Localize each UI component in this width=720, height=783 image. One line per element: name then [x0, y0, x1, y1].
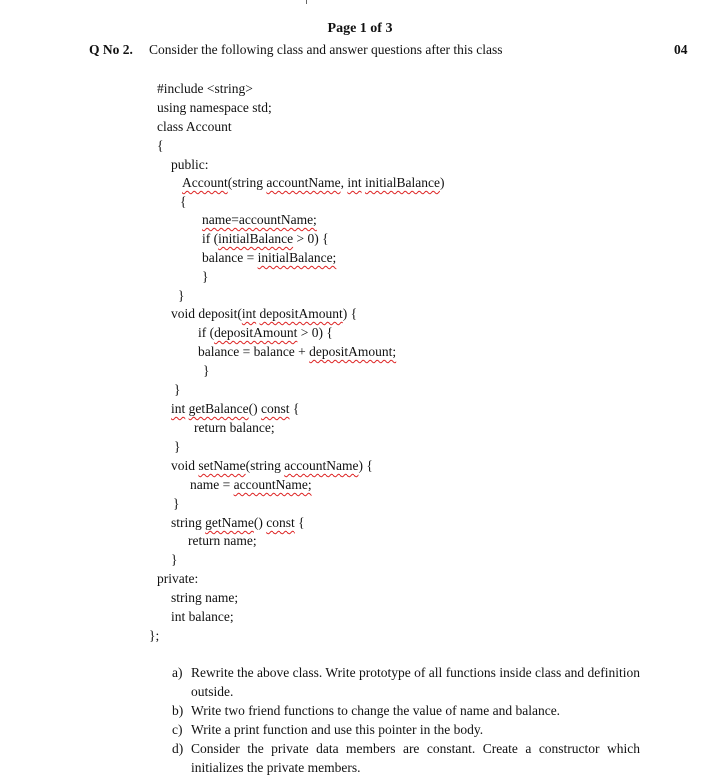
code-line: [149, 627, 159, 645]
code-line: [157, 137, 163, 155]
sub-question-text: Write two friend functions to change the value of name and balance.: [191, 703, 561, 718]
code-token-flagged: name=accountName;: [202, 212, 317, 227]
code-line: [202, 268, 208, 286]
code-line: [190, 476, 312, 494]
code-token-flagged: accountName: [284, 458, 359, 473]
code-token: balance = balance +: [198, 344, 310, 359]
code-token: void: [171, 458, 199, 473]
code-line: [180, 193, 186, 211]
code-token: (string: [227, 175, 267, 190]
code-line: [157, 99, 272, 117]
code-token: int balance;: [171, 609, 234, 624]
code-token-flagged: Account: [182, 175, 228, 190]
sub-question: [172, 720, 640, 739]
question-label: Q No 2.: [89, 42, 133, 57]
page-number: Page 1 of 3: [327, 21, 393, 36]
code-token: void deposit(: [171, 306, 242, 321]
code-line: [173, 495, 179, 513]
code-token: return balance;: [194, 420, 275, 435]
code-token: balance =: [202, 250, 258, 265]
code-token: }: [173, 496, 180, 511]
code-line: [174, 438, 180, 456]
sub-question-tag: b): [172, 703, 184, 718]
code-line: [157, 118, 232, 136]
sub-question-text: Consider the private data members are constant. Create a constructor which initializes the private members.: [191, 741, 640, 775]
code-token-flagged: getName: [205, 515, 254, 530]
code-line: [198, 324, 333, 342]
code-token: }: [171, 552, 178, 567]
code-token-flagged: depositAmount: [259, 306, 343, 321]
sub-question: [172, 663, 640, 701]
code-token: string name;: [171, 590, 239, 605]
sub-question-text: Write a print function and use this pointer in the body.: [191, 722, 484, 737]
code-token-flagged: int: [171, 401, 186, 416]
code-token: {: [180, 194, 187, 209]
code-line: [171, 400, 299, 418]
code-token: if (: [198, 325, 215, 340]
code-token: (string: [245, 458, 285, 473]
code-token-flagged: depositAmount: [214, 325, 298, 340]
code-token: private:: [157, 571, 199, 586]
code-token: }: [174, 439, 181, 454]
code-token: {: [289, 401, 300, 416]
code-line: [202, 211, 317, 229]
sub-question: [172, 739, 640, 777]
code-token: #include <string>: [157, 81, 253, 96]
code-line: [203, 362, 209, 380]
code-token: }: [203, 363, 210, 378]
code-token: if (: [202, 231, 219, 246]
code-token-flagged: int: [347, 175, 362, 190]
code-line: [157, 570, 198, 588]
sub-question-tag: a): [172, 665, 183, 680]
code-token: ,: [340, 175, 348, 190]
code-token: }: [202, 269, 209, 284]
code-token-flagged: initialBalance: [218, 231, 294, 246]
code-token-flagged: setName: [198, 458, 246, 473]
code-token-flagged: getBalance: [188, 401, 249, 416]
code-token: ): [439, 175, 445, 190]
code-token: name =: [190, 477, 234, 492]
code-line: [202, 230, 329, 248]
code-token: {: [157, 138, 164, 153]
code-token: {: [294, 515, 305, 530]
page-edge-mark: [306, 0, 307, 4]
sub-question: [172, 701, 640, 720]
code-line: [171, 305, 357, 323]
code-line: [194, 419, 275, 437]
code-token-flagged: accountName;: [233, 477, 312, 492]
sub-question-tag: c): [172, 722, 183, 737]
code-token-flagged: const: [260, 401, 290, 416]
code-token-flagged: accountName: [266, 175, 341, 190]
code-token: class Account: [157, 119, 232, 134]
code-line: [171, 156, 209, 174]
code-token: ) {: [358, 458, 373, 473]
code-line: [182, 174, 444, 192]
code-token-flagged: initialBalance: [364, 175, 440, 190]
code-token: string: [171, 515, 206, 530]
code-token: };: [149, 628, 160, 643]
code-token: return name;: [188, 533, 257, 548]
code-token: ) {: [342, 306, 358, 321]
code-line: [171, 457, 373, 475]
sub-question-tag: d): [172, 741, 184, 756]
code-token: }: [174, 382, 181, 397]
code-line: [157, 80, 253, 98]
code-token: (): [248, 401, 261, 416]
code-line: [178, 287, 184, 305]
code-line: [171, 589, 238, 607]
code-token: public:: [171, 157, 209, 172]
question-marks: 04: [674, 42, 688, 57]
sub-question-list: [172, 663, 640, 777]
code-line: [188, 532, 257, 550]
code-token-flagged: const: [266, 515, 295, 530]
code-token-flagged: depositAmount;: [309, 344, 397, 359]
sub-question-text: Rewrite the above class. Write prototype of all functions inside class and definition outside.: [191, 665, 640, 699]
code-line: [171, 514, 305, 532]
code-token: (): [253, 515, 267, 530]
code-line: [174, 381, 180, 399]
code-line: [171, 551, 177, 569]
code-token-flagged: int: [241, 306, 257, 321]
code-token: > 0) {: [297, 325, 333, 340]
code-token: > 0) {: [293, 231, 329, 246]
code-token: }: [178, 288, 185, 303]
code-line: [202, 249, 336, 267]
code-line: [171, 608, 234, 626]
code-line: [198, 343, 396, 361]
code-token: using namespace std;: [157, 100, 272, 115]
question-prompt: Consider the following class and answer questions after this class: [149, 42, 503, 57]
code-token-flagged: initialBalance;: [257, 250, 337, 265]
